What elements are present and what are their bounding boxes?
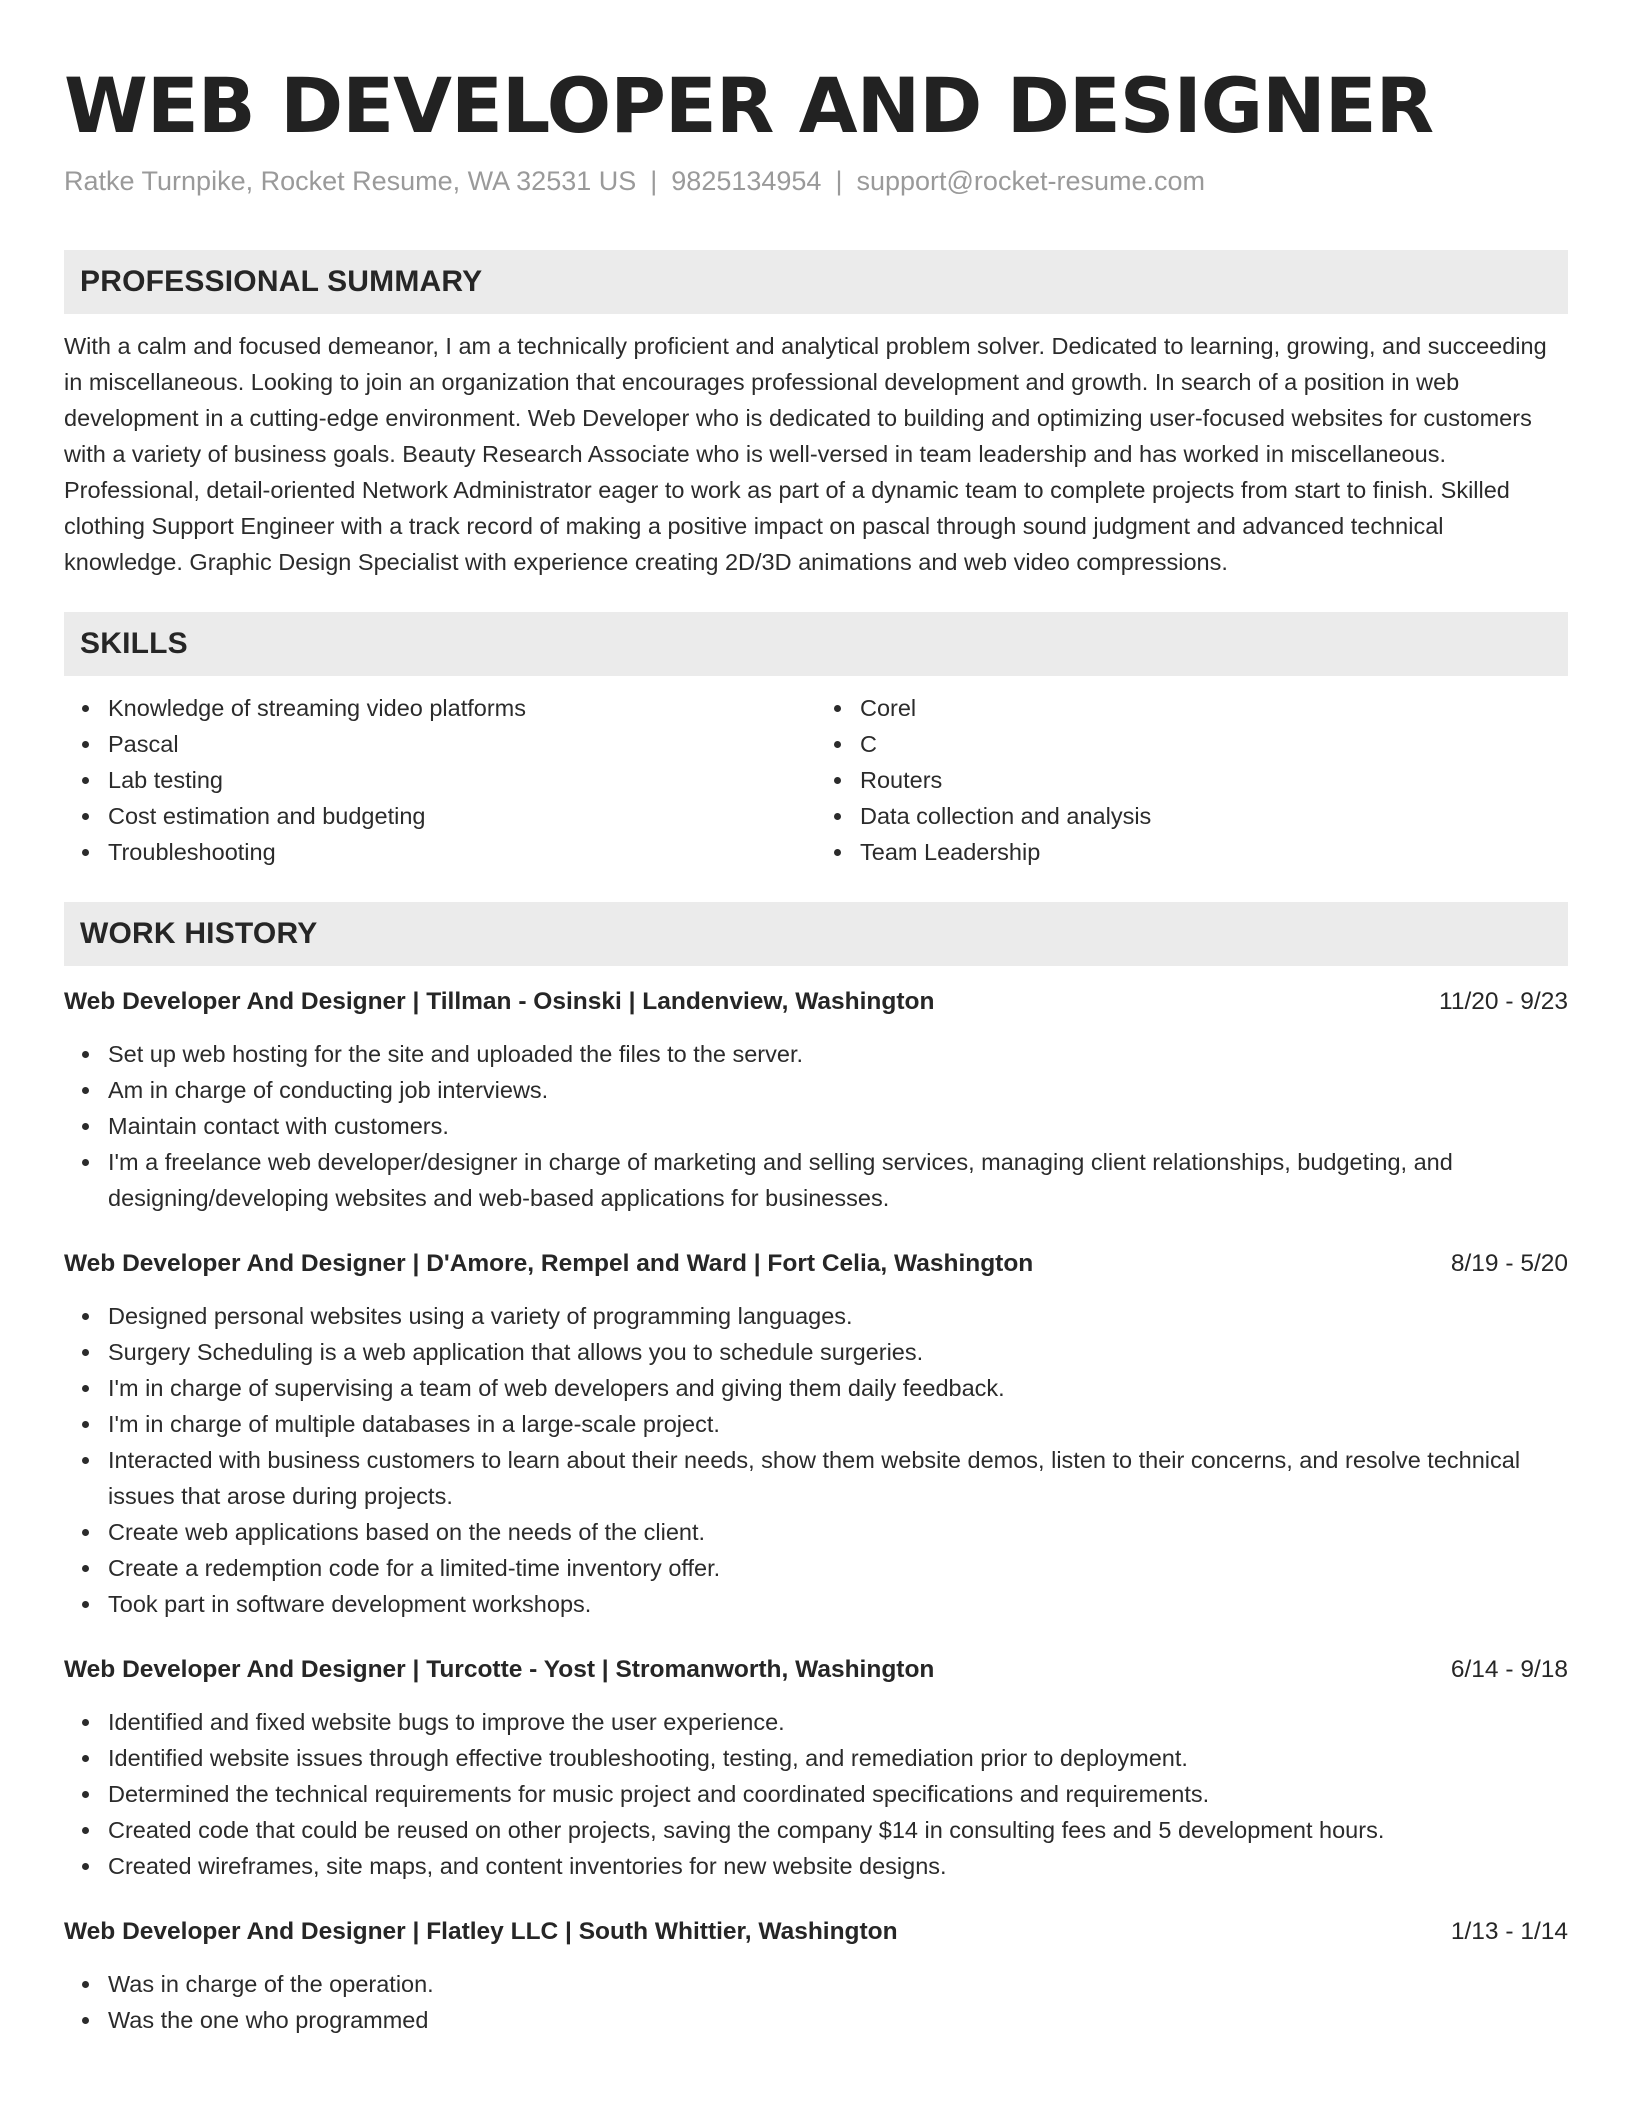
job-bullets: [64, 1036, 1568, 1216]
list-item: Lab testing: [108, 762, 816, 798]
list-item: Created wireframes, site maps, and content inventories for new website designs.: [108, 1848, 1568, 1884]
list-item: Create a redemption code for a limited-time inventory offer.: [108, 1550, 1568, 1586]
list-item: Create web applications based on the needs of the client.: [108, 1514, 1568, 1550]
list-item: Team Leadership: [860, 834, 1568, 870]
list-item: Cost estimation and budgeting: [108, 798, 816, 834]
list-item: I'm in charge of multiple databases in a large-scale project.: [108, 1406, 1568, 1442]
list-item: C: [860, 726, 1568, 762]
list-item: Corel: [860, 690, 1568, 726]
list-item: Troubleshooting: [108, 834, 816, 870]
list-item: Interacted with business customers to learn about their needs, show them website demos, listen to their concerns, and resolve technical issues that arose during projects.: [108, 1442, 1568, 1514]
list-item: Knowledge of streaming video platforms: [108, 690, 816, 726]
job-header: [64, 1652, 1568, 1688]
resume-name: WEB DEVELOPER AND DESIGNER: [64, 61, 1434, 150]
contact-line: [64, 164, 1568, 198]
contact-separator: |: [650, 166, 658, 196]
list-item: I'm a freelance web developer/designer in charge of marketing and selling services, managing client relationships, budgeting, and designing/developing websites and web-based applications for businesses.: [108, 1144, 1568, 1216]
list-item: Am in charge of conducting job interviews.: [108, 1072, 1568, 1108]
list-item: Was in charge of the operation.: [108, 1966, 1568, 2002]
skills-list-right: [816, 690, 1568, 870]
job-entry: [64, 1652, 1568, 1884]
contact-address: Ratke Turnpike, Rocket Resume, WA 32531 US: [64, 166, 637, 196]
skills-columns: [64, 690, 1568, 870]
job-header: [64, 1246, 1568, 1282]
job-title: Web Developer And Designer | D'Amore, Rempel and Ward | Fort Celia, Washington: [64, 1250, 1034, 1277]
job-bullets: [64, 1704, 1568, 1884]
contact-email[interactable]: support@rocket-resume.com: [856, 166, 1205, 196]
job-dates: 6/14 - 9/18: [1450, 1656, 1568, 1683]
skills-section-title: SKILLS: [80, 627, 188, 660]
list-item: Identified website issues through effective troubleshooting, testing, and remediation prior to deployment.: [108, 1740, 1568, 1776]
list-item: Set up web hosting for the site and uploaded the files to the server.: [108, 1036, 1568, 1072]
job-dates: 11/20 - 9/23: [1439, 988, 1568, 1015]
list-item: Routers: [860, 762, 1568, 798]
job-header: [64, 984, 1568, 1020]
job-entry: [64, 1246, 1568, 1622]
list-item: I'm in charge of supervising a team of web developers and giving them daily feedback.: [108, 1370, 1568, 1406]
skills-list-left: [64, 690, 816, 870]
list-item: Surgery Scheduling is a web application that allows you to schedule surgeries.: [108, 1334, 1568, 1370]
list-item: Was the one who programmed: [108, 2002, 1568, 2038]
list-item: Took part in software development workshops.: [108, 1586, 1568, 1622]
list-item: Created code that could be reused on other projects, saving the company $14 in consulting fees and 5 development hours.: [108, 1812, 1568, 1848]
work-section-title: WORK HISTORY: [80, 917, 318, 950]
list-item: Designed personal websites using a variety of programming languages.: [108, 1298, 1568, 1334]
job-dates: 8/19 - 5/20: [1450, 1250, 1568, 1277]
job-title: Web Developer And Designer | Flatley LLC | South Whittier, Washington: [64, 1918, 898, 1945]
work-history-list: [64, 984, 1568, 2038]
list-item: Identified and fixed website bugs to improve the user experience.: [108, 1704, 1568, 1740]
job-bullets: [64, 1298, 1568, 1622]
job-title: Web Developer And Designer | Turcotte - Yost | Stromanworth, Washington: [64, 1656, 935, 1683]
list-item: Maintain contact with customers.: [108, 1108, 1568, 1144]
summary-section-header: [64, 250, 1568, 314]
summary-section-title: PROFESSIONAL SUMMARY: [80, 265, 483, 298]
list-item: Pascal: [108, 726, 816, 762]
job-dates: 1/13 - 1/14: [1450, 1918, 1568, 1945]
skills-section-header: [64, 612, 1568, 676]
job-title: Web Developer And Designer | Tillman - Osinski | Landenview, Washington: [64, 988, 935, 1015]
job-entry: [64, 984, 1568, 1216]
job-entry: [64, 1914, 1568, 2038]
list-item: Data collection and analysis: [860, 798, 1568, 834]
job-header: [64, 1914, 1568, 1950]
contact-separator: |: [835, 166, 843, 196]
resume-content: [64, 0, 1568, 2038]
list-item: Determined the technical requirements for music project and coordinated specifications and requirements.: [108, 1776, 1568, 1812]
job-bullets: [64, 1966, 1568, 2038]
contact-phone: 9825134954: [671, 166, 822, 196]
work-section-header: [64, 902, 1568, 966]
summary-text: With a calm and focused demeanor, I am a technically proficient and analytical problem solver. Dedicated to learning, growing, and succeeding in miscellaneous. Looking to join an organization that encourages professional development and growth. In search of a position in web development in a cutting-edge environment. Web Developer who is dedicated to building and optimizing user-focused websites for customers with a variety of business goals. Beauty Research Associate who is well-versed in team leadership and has worked in miscellaneous. Professional, detail-oriented Network Administrator eager to work as part of a dynamic team to complete projects from start to finish. Skilled clothing Support Engineer with a track record of making a positive impact on pascal through sound judgment and advanced technical knowledge. Graphic Design Specialist with experience creating 2D/3D animations and web video compressions.: [64, 333, 1547, 575]
